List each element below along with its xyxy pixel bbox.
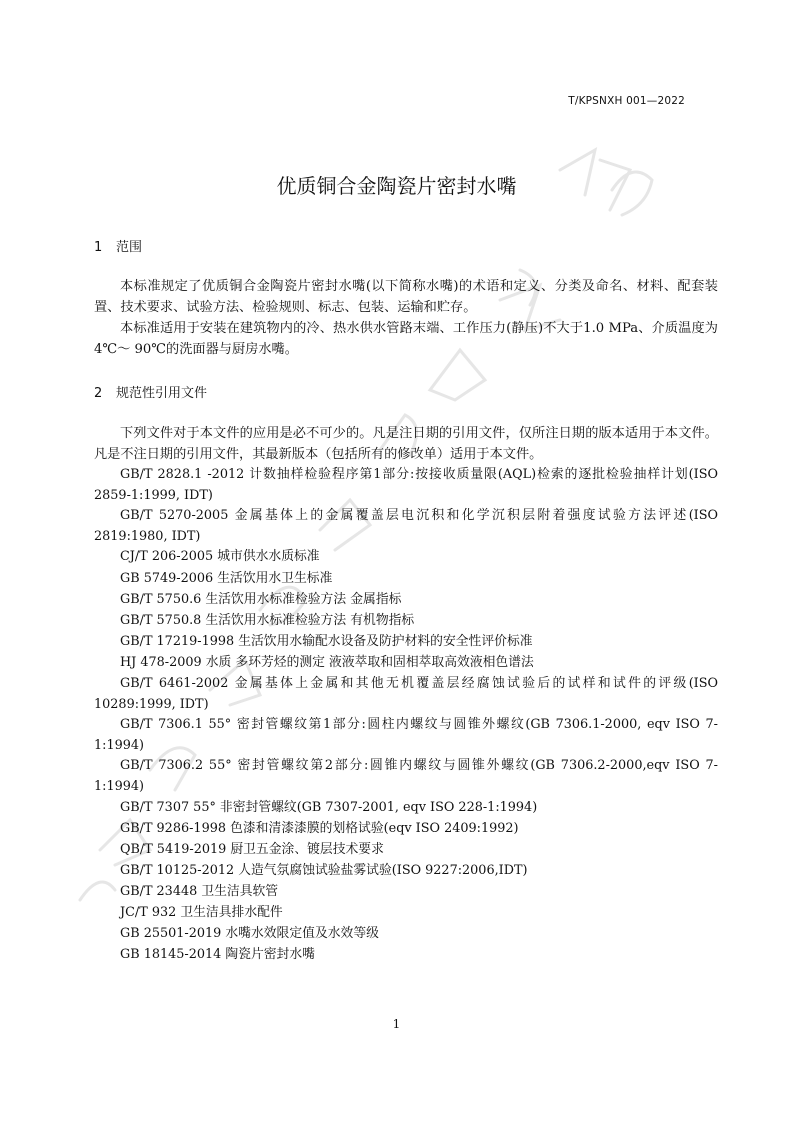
reference-item: QB/T 5419-2019 厨卫五金涂、镀层技术要求 xyxy=(120,842,384,857)
reference-item: GB/T 7307 55° 非密封管螺纹(GB 7307-2001, eqv ISO 228-1:1994) xyxy=(120,800,538,815)
reference-item: HJ 478-2009 水质 多环芳烃的测定 液液萃取和固相萃取高效液相色谱法 xyxy=(120,655,534,670)
reference-item: GB/T 10125-2012 人造气氛腐蚀试验盐雾试验(ISO 9227:2006,IDT) xyxy=(120,863,528,878)
reference-item: GB/T 6461-2002 金属基体上金属和其他无机覆盖层经腐蚀试验后的试样和试件的评级(ISO 10289:1999, IDT) xyxy=(94,676,718,712)
reference-item: GB/T 23448 卫生洁具软管 xyxy=(120,884,279,899)
scope-paragraph-1: 本标准规定了优质铜合金陶瓷片密封水嘴(以下简称水嘴)的术语和定义、分类及命名、材料、配套装置、技术要求、试验方法、检验规则、标志、包装、运输和贮存。 xyxy=(94,279,718,315)
reference-item: GB/T 2828.1 -2012 计数抽样检验程序第1部分:按接收质量限(AQL)检索的逐批检验抽样计划(ISO 2859-1:1999, IDT) xyxy=(94,467,718,503)
reference-item: GB 18145-2014 陶瓷片密封水嘴 xyxy=(120,947,315,962)
section-number: 1 xyxy=(94,240,103,255)
reference-item: GB/T 7306.1 55° 密封管螺纹第1部分:圆柱内螺纹与圆锥外螺纹(GB 7306.1-2000, eqv ISO 7-1:1994) xyxy=(94,717,718,753)
reference-item: CJ/T 206-2005 城市供水水质标准 xyxy=(120,549,320,564)
reference-item: GB 25501-2019 水嘴水效限定值及水效等级 xyxy=(120,926,379,941)
scope-paragraph-2: 本标准适用于安装在建筑物内的冷、热水供水管路末端、工作压力(静压)不大于1.0 MPa、介质温度为4℃～ 90℃的洗面器与厨房水嘴。 xyxy=(94,321,718,357)
section-2-heading xyxy=(94,382,207,401)
reference-item: JC/T 932 卫生洁具排水配件 xyxy=(120,905,283,920)
reference-item: GB/T 5270-2005 金属基体上的金属覆盖层电沉积和化学沉积层附着强度试验方法评述(ISO 2819:1980, IDT) xyxy=(94,508,718,544)
reference-item: GB/T 17219-1998 生活饮用水输配水设备及防护材料的安全性评价标准 xyxy=(120,634,533,649)
standard-code: T/KPSNXH 001—2022 xyxy=(568,95,685,107)
page-number: 1 xyxy=(392,1017,401,1031)
reference-item: GB/T 7306.2 55° 密封管螺纹第2部分:圆锥内螺纹与圆锥外螺纹(GB 7306.2-2000,eqv ISO 7-1:1994) xyxy=(94,758,718,794)
section-title: 范围 xyxy=(116,240,143,255)
section-1-heading xyxy=(94,236,142,255)
reference-item: GB 5749-2006 生活饮用水卫生标准 xyxy=(120,571,333,586)
section-number: 2 xyxy=(94,386,103,401)
section-title: 规范性引用文件 xyxy=(116,386,208,401)
reference-item: GB/T 5750.6 生活饮用水标准检验方法 金属指标 xyxy=(120,592,402,607)
reference-item: GB/T 5750.8 生活饮用水标准检验方法 有机物指标 xyxy=(120,613,415,628)
references-intro: 下列文件对于本文件的应用是必不可少的。凡是注日期的引用文件，仅所注日期的版本适用于本文件。凡是不注日期的引用文件，其最新版本（包括所有的修改单）适用于本文件。 xyxy=(94,426,718,462)
reference-item: GB/T 9286-1998 色漆和清漆漆膜的划格试验(eqv ISO 2409:1992) xyxy=(120,821,519,836)
document-title: 优质铜合金陶瓷片密封水嘴 xyxy=(276,174,517,198)
